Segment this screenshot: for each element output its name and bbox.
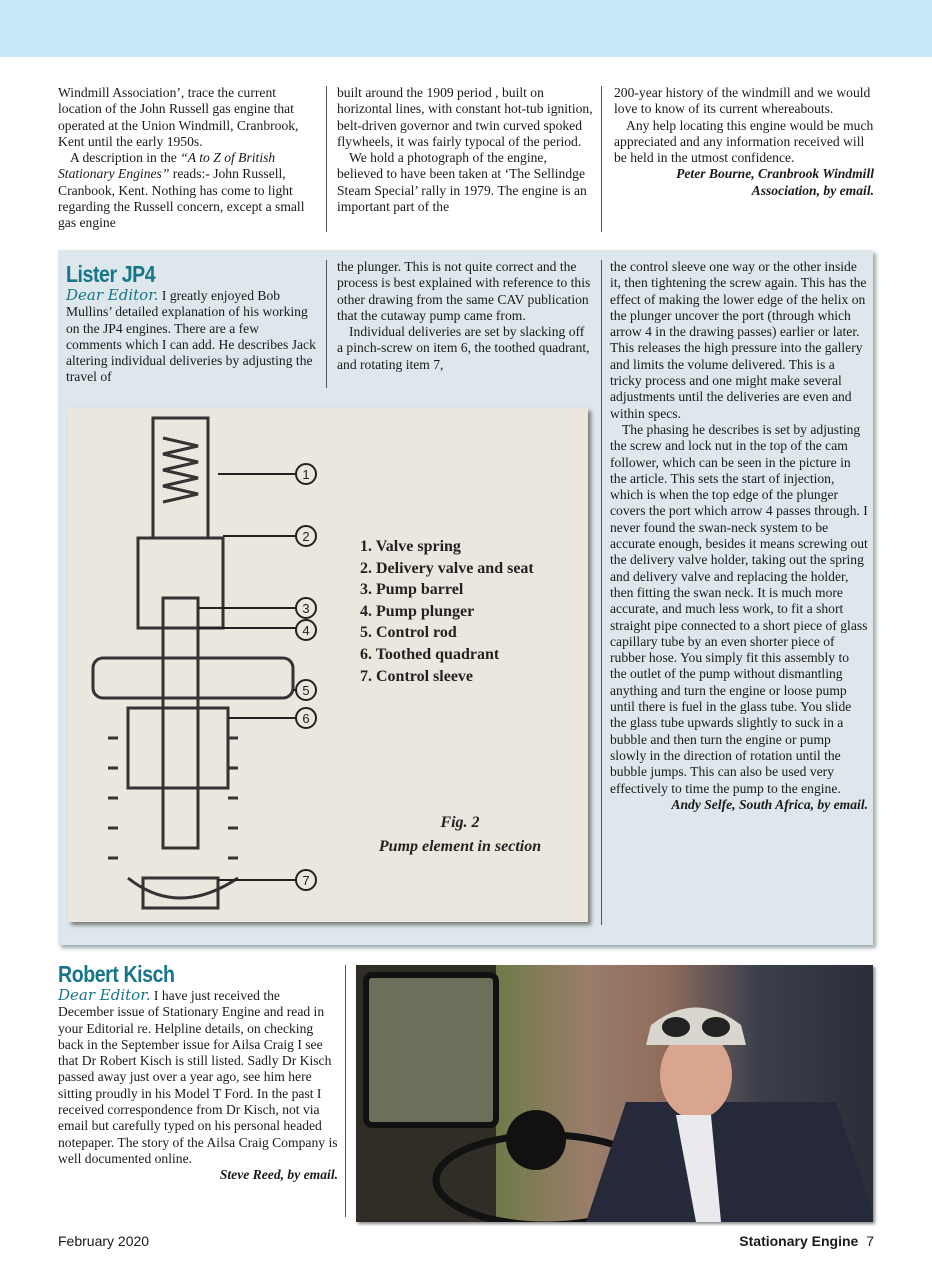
paragraph: the plunger. This is not quite correct and the process is best explained with reference to this other drawing from the same CAV publication that the cutaway pump came from.: [337, 259, 591, 323]
figure-caption: [360, 811, 560, 859]
paragraph: built around the 1909 period , built on horizontal lines, with constant hot-tub ignition, belt-driven governor and twin curved spoked flywheels, it was fairly typocal of the period.: [337, 85, 593, 149]
figure-number: Fig. 2: [440, 814, 480, 831]
paragraph: Any help locating this engine would be much appreciated and any information received will be held in the utmost confidence.: [614, 117, 874, 166]
paragraph: We hold a photograph of the engine, believed to have been taken at ‘The Sellindge Steam Special’ rally in 1979. The engine is an important part of the: [337, 150, 587, 215]
salutation: Dear Editor.: [66, 286, 159, 304]
legend-item: 2. Delivery valve and seat: [360, 559, 534, 577]
column-divider: [326, 260, 327, 388]
paragraph: Individual deliveries are set by slacking off a pinch-screw on item 6, the toothed quadrant, and rotating item 7,: [337, 324, 590, 372]
lister-col3: [610, 259, 868, 813]
callout: 6: [302, 711, 310, 726]
legend-item: 6. Toothed quadrant: [360, 645, 500, 663]
top-article-col1: [58, 85, 320, 232]
top-article-col3: [614, 85, 874, 199]
photo-robert-kisch-model-t: [356, 965, 873, 1222]
pump-element-diagram: [68, 408, 588, 922]
book-title: “A to Z of British Stationary Engines”: [58, 150, 276, 182]
signature: Andy Selfe, South Africa, by email.: [671, 796, 868, 812]
column-divider: [345, 965, 346, 1217]
legend-item: 4. Pump plunger: [360, 602, 475, 620]
issue-date: February 2020: [58, 1233, 150, 1249]
paragraph: I greatly enjoyed Bob Mullins’ detailed explanation of his working on the JP4 engines. There are a few comments which I can add. He describes Jack altering individual deliveries by adjusting the travel of: [66, 288, 316, 385]
paragraph: Windmill Association’, trace the current location of the John Russell gas engine that operated at the Union Windmill, Cranbrook, Kent until the early 1950s.: [58, 85, 299, 149]
pump-section-drawing: [68, 408, 358, 922]
paragraph: [58, 150, 320, 231]
page-number: 7: [866, 1233, 874, 1249]
signature: Steve Reed, by email.: [219, 1167, 338, 1183]
callout: 5: [302, 683, 310, 698]
paragraph: The phasing he describes is set by adjusting the screw and lock nut in the top of the cam follower, which can be seen in the picture in the article. This sets the start of injection, which is when the top edge of the plunger covers the port which arrow 4 passes through. I never found the swan-neck system to be accurate enough, besides it means screwing out the delivery valve holder, taking out the spring and delivery valve and replacing the holder, then fitting the swan neck. It is much more accurate, and much less work, to fit a short straight pipe connected to a short piece of glass capillary tube by an even shorter piece of rubber hose. You simply fit this assembly to the outlet of the pump without dismantling anything and turn the engine or loose pump until there is fuel in the glass tube. You slide the glass tube upwards slightly to suck in a bubble and then turn the engine or pump slowly in the direction of rotation until the bubble jumps. This can also be used very effectively to time the pump to the engine.: [610, 421, 868, 796]
callout: 4: [302, 623, 310, 638]
callout: 1: [302, 467, 310, 482]
callout: 3: [302, 601, 310, 616]
text: A description in the: [70, 150, 181, 166]
header-banner: [0, 0, 932, 57]
magazine-name: Stationary Engine: [739, 1233, 859, 1249]
letter-title: Robert Kisch: [58, 961, 175, 987]
top-article-col2: [337, 85, 593, 215]
letter-title: Lister JP4: [66, 261, 156, 287]
callout: 2: [302, 529, 310, 544]
photo-illustration: [356, 965, 873, 1222]
column-divider: [326, 86, 327, 232]
legend-item: 7. Control sleeve: [360, 667, 474, 685]
lister-col1: [66, 262, 318, 386]
paragraph: I have just received the December issue of Stationary Engine and read in your Editorial re. Helpline details, on checking back in the September issue for Ailsa Craig I see that Dr Robert Kisch is still listed. Sadly Dr Kisch passed away just over a year ago, see him here sitting proudly in his Model T Ford. In the past I received correspondence from Dr Kisch, not via email but carefully typed on his personal headed notepaper. The story of the Ailsa Craig Company is well documented online.: [58, 988, 338, 1166]
column-divider: [601, 86, 602, 232]
footer-right: [739, 1233, 874, 1249]
text: reads:- John Russell, Cranbook, Kent. Nothing has come to light regarding the Russell concern, except a small gas engine: [58, 166, 305, 231]
lister-col2: [337, 259, 593, 373]
legend-item: 5. Control rod: [360, 624, 457, 642]
salutation: Dear Editor.: [58, 986, 151, 1004]
signature: Peter Bourne, Cranbrook Windmill Association, by email.: [676, 166, 874, 198]
paragraph: 200-year history of the windmill and we would love to know of its current whereabouts.: [614, 85, 871, 117]
paragraph: the control sleeve one way or the other inside it, then tightening the screw again. This has the effect of making the lower edge of the helix on the plunger uncover the port (through which arrow 4 in the drawing passes) earlier or later. This releases the high pressure into the gallery and limits the volume delivered. This is a tricky process and one might make several adjustments until the deliveries are even and within specs.: [610, 259, 867, 421]
legend-item: 1. Valve spring: [360, 538, 461, 555]
callout: 7: [302, 873, 310, 888]
figure-legend: [360, 536, 534, 687]
kisch-letter: [58, 962, 338, 1184]
legend-item: 3. Pump barrel: [360, 581, 464, 599]
column-divider: [601, 260, 602, 925]
figure-caption-text: Pump element in section: [378, 838, 542, 855]
